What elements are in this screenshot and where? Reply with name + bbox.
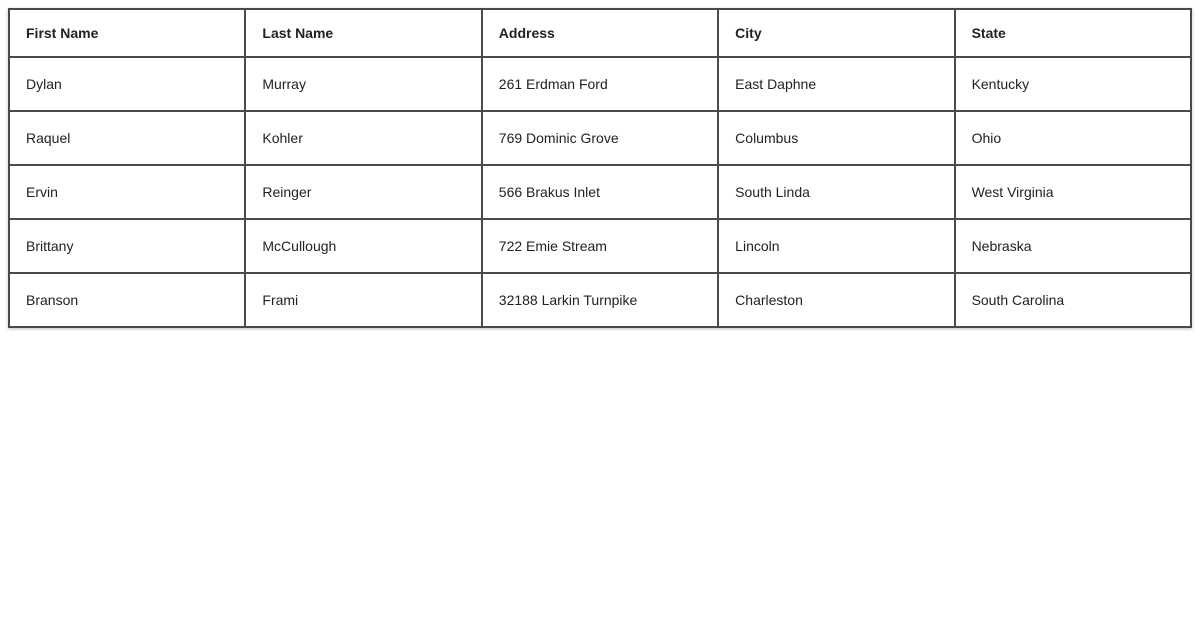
table-body bbox=[9, 57, 1191, 327]
cell-last-name: McCullough bbox=[245, 219, 481, 273]
cell-first-name: Raquel bbox=[9, 111, 245, 165]
cell-city: Columbus bbox=[718, 111, 954, 165]
column-header-last-name[interactable]: Last Name bbox=[245, 9, 481, 57]
cell-address: 722 Emie Stream bbox=[482, 219, 718, 273]
cell-address: 261 Erdman Ford bbox=[482, 57, 718, 111]
column-header-state[interactable]: State bbox=[955, 9, 1191, 57]
column-header-first-name[interactable]: First Name bbox=[9, 9, 245, 57]
cell-state: Ohio bbox=[955, 111, 1191, 165]
header-row bbox=[9, 9, 1191, 57]
cell-last-name: Reinger bbox=[245, 165, 481, 219]
cell-state: West Virginia bbox=[955, 165, 1191, 219]
cell-state: Nebraska bbox=[955, 219, 1191, 273]
cell-state: Kentucky bbox=[955, 57, 1191, 111]
table-row bbox=[9, 165, 1191, 219]
cell-city: East Daphne bbox=[718, 57, 954, 111]
cell-city: Charleston bbox=[718, 273, 954, 327]
table-container bbox=[8, 8, 1192, 328]
cell-address: 769 Dominic Grove bbox=[482, 111, 718, 165]
cell-first-name: Ervin bbox=[9, 165, 245, 219]
cell-address: 566 Brakus Inlet bbox=[482, 165, 718, 219]
table-header bbox=[9, 9, 1191, 57]
cell-last-name: Murray bbox=[245, 57, 481, 111]
cell-address: 32188 Larkin Turnpike bbox=[482, 273, 718, 327]
column-header-city[interactable]: City bbox=[718, 9, 954, 57]
table-row bbox=[9, 57, 1191, 111]
cell-city: South Linda bbox=[718, 165, 954, 219]
cell-last-name: Frami bbox=[245, 273, 481, 327]
column-header-address[interactable]: Address bbox=[482, 9, 718, 57]
address-table bbox=[8, 8, 1192, 328]
cell-city: Lincoln bbox=[718, 219, 954, 273]
table-row bbox=[9, 111, 1191, 165]
cell-last-name: Kohler bbox=[245, 111, 481, 165]
cell-state: South Carolina bbox=[955, 273, 1191, 327]
cell-first-name: Dylan bbox=[9, 57, 245, 111]
cell-first-name: Branson bbox=[9, 273, 245, 327]
table-row bbox=[9, 219, 1191, 273]
table-row bbox=[9, 273, 1191, 327]
cell-first-name: Brittany bbox=[9, 219, 245, 273]
